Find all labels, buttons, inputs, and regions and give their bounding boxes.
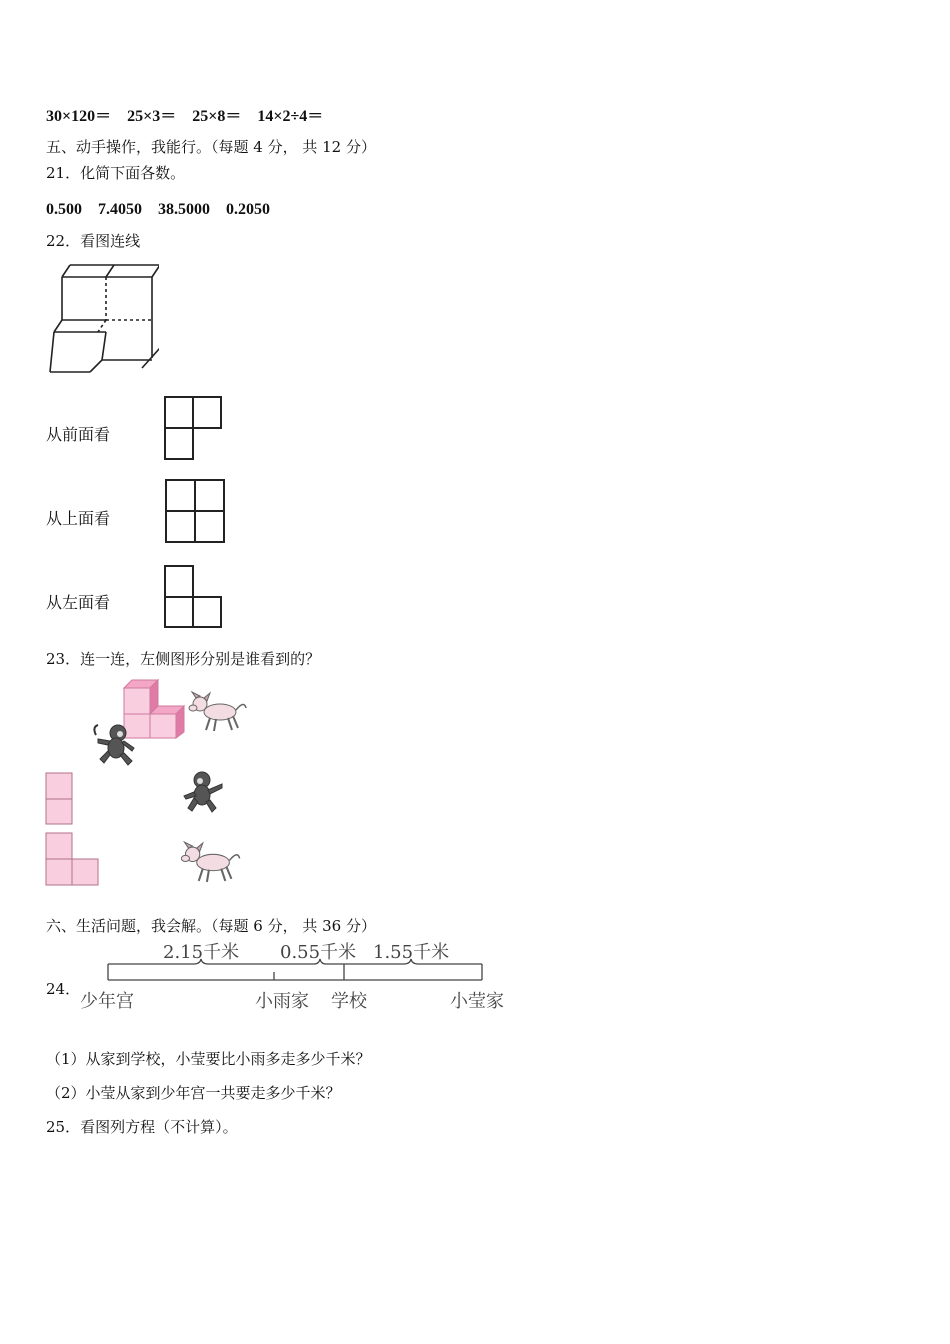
monkey-icon [92, 723, 138, 769]
section6-heading: 六、生活问题，我会解。（每题 6 分， 共 36 分） [46, 917, 376, 935]
front-view-figure [163, 395, 225, 462]
distance-label-2: 0.55千米 [280, 942, 357, 963]
dog-icon [188, 690, 248, 735]
q21-text: 21．化简下面各数。 [46, 164, 186, 182]
cube-solid-figure [44, 260, 159, 380]
distance-diagram [104, 958, 488, 988]
view-label-left: 从左面看 [46, 593, 111, 612]
q24-sub1: （1）从家到学校，小莹要比小雨多走多少千米？ [46, 1050, 371, 1068]
q21-numbers: 0.500 7.4050 38.5000 0.2050 [46, 201, 271, 218]
q24-number: 24． [46, 980, 81, 998]
section5-heading: 五、动手操作，我能行。（每题 4 分， 共 12 分） [46, 138, 376, 156]
view-label-top: 从上面看 [46, 509, 111, 528]
q25-text: 25．看图列方程（不计算）。 [46, 1118, 238, 1136]
place-label-3: 学校 [331, 991, 367, 1012]
q24-sub2: （2）小莹从家到少年宫一共要走多少千米？ [46, 1084, 341, 1102]
place-label-4: 小莹家 [450, 991, 504, 1012]
place-label-2: 小雨家 [255, 991, 309, 1012]
q23-text: 23．连一连，左侧图形分别是谁看到的？ [46, 650, 321, 668]
dog-icon-option [180, 840, 242, 886]
top-view-figure [164, 478, 228, 546]
two-squares-vertical-shape [45, 772, 75, 826]
calc-row: 30×120＝ 25×3＝ 25×8＝ 14×2÷4＝ [46, 108, 324, 125]
view-label-front: 从前面看 [46, 425, 111, 444]
place-label-1: 少年宫 [80, 991, 134, 1012]
distance-label-1: 2.15千米 [163, 942, 240, 963]
q22-text: 22．看图连线 [46, 232, 141, 250]
distance-label-3: 1.55千米 [373, 942, 450, 963]
l-shape-three-squares [45, 832, 101, 887]
left-view-figure [163, 564, 225, 630]
monkey-icon-option [180, 770, 226, 816]
